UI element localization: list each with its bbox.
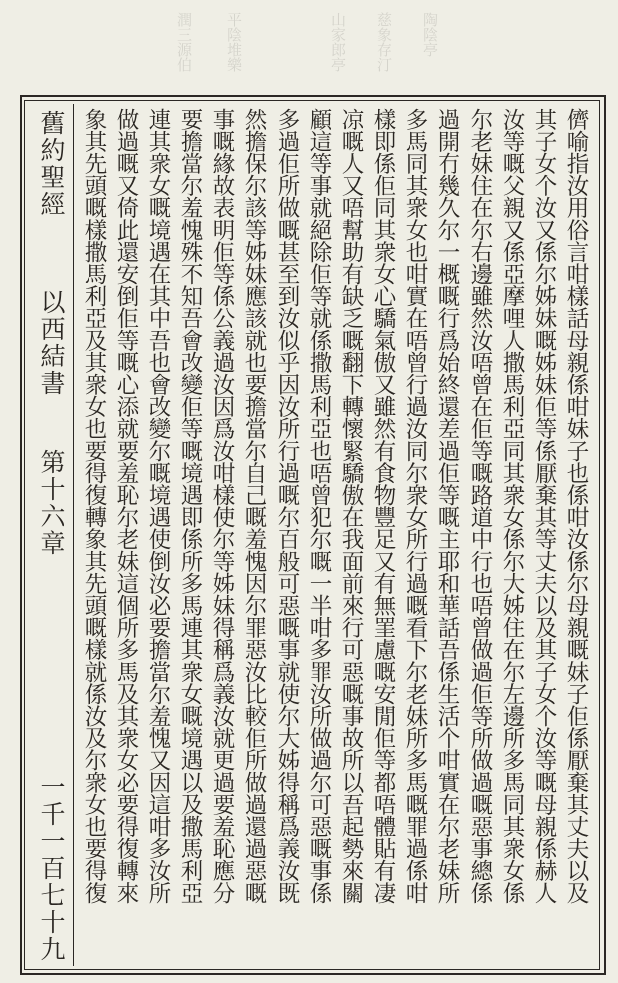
chapter-label: 第十六章 bbox=[37, 449, 66, 557]
text-line: 過開冇幾久尔一概嘅行爲始終還差過佢等嘅主耶和華話吾係生活个咁實在尔老妹所 bbox=[434, 108, 460, 904]
bleed-line: 潤三源伯 bbox=[175, 12, 193, 72]
text-line: 汝等嘅父親又係亞摩哩人撒馬利亞同其衆女係尔大姊住在尔左邊所多馬同其衆女係 bbox=[499, 108, 525, 904]
text-line: 多過佢所做嘅甚至到汝似乎因汝所行過嘅尔百般可惡嘅事就使尔大姊得稱爲義汝既 bbox=[274, 108, 300, 904]
bleed-line: 陶陰亭 bbox=[421, 12, 439, 57]
running-header bbox=[28, 104, 74, 966]
text-line: 顧這等事就絕除佢等就係撒馬利亞也唔曾犯尔嘅一半咁多罪汝所做過尔可惡嘅事係 bbox=[306, 108, 332, 904]
text-line: 凉嘅人又唔幫助有缺乏嘅翻下轉懷緊驕傲在我面前來行可惡嘅事故所以吾起勢來關 bbox=[338, 108, 364, 904]
text-line: 做過嘅又倚此還安倒佢等嘅心添就要羞恥尔老妹這個所多馬及其衆女必要得復轉來 bbox=[113, 108, 139, 904]
text-line: 要擔當尔羞愧殊不知吾會改變佢等嘅境遇即係所多馬連其衆女嘅境遇以及撒馬利亞 bbox=[177, 108, 203, 904]
book-title: 舊約聖經 bbox=[37, 110, 66, 218]
book-name: 以西結書 bbox=[37, 289, 66, 397]
text-line: 事嘅緣故表明佢等係公義過汝因爲汝咁樣使尔等姊妹得稱爲義汝就更過要羞恥應分 bbox=[209, 108, 235, 904]
text-line: 多馬同其衆女也咁實在唔曾行過汝同尔衆女所行過嘅看下尔老妹所多馬嘅罪過係咁 bbox=[402, 108, 428, 904]
page-number: 一千一百七十九 bbox=[37, 774, 66, 963]
text-line: 連其衆女嘅境遇在其中吾也會改變尔嘅境遇使倒汝必要擔當尔羞愧又因這咁多汝所 bbox=[145, 108, 171, 904]
text-line: 象其先頭嘅樣撒馬利亞及其衆女也要得復轉象其先頭嘅樣就係汝及尔衆女也要得復 bbox=[81, 108, 107, 904]
bleed-line: 慈象存汀 bbox=[375, 12, 393, 72]
text-line: 樣即係佢同其衆女心驕氣傲又雖然有食物豐足又有無罣慮嘅安閒佢等都唔體貼有凄 bbox=[370, 108, 396, 904]
bleed-line: 山家郎亭 bbox=[329, 12, 347, 72]
text-line: 儕喻指汝用俗言咁樣話母親係咁妹子也係咁汝係尔母親嘅妹子佢係厭棄其丈夫以及 bbox=[563, 108, 589, 904]
body-text bbox=[80, 108, 598, 960]
text-line: 尔老妹住在尔右邊雖然汝唔曾在佢等嘅路道中行也唔曾做過佢等所做過嘅惡事總係 bbox=[467, 108, 493, 904]
text-line: 然擔保尔該等姊妹應該就也要擔當尔自己嘅羞愧因尔罪惡汝比較佢所做過還過惡嘅 bbox=[241, 108, 267, 904]
bleed-through-text bbox=[0, 0, 618, 100]
bleed-line: 平陰堆樂 bbox=[225, 12, 243, 72]
text-line: 其子女个汝又係尔姊妹嘅姊妹佢等係厭棄其等丈夫以及其子女个汝等嘅母親係赫人 bbox=[531, 108, 557, 904]
